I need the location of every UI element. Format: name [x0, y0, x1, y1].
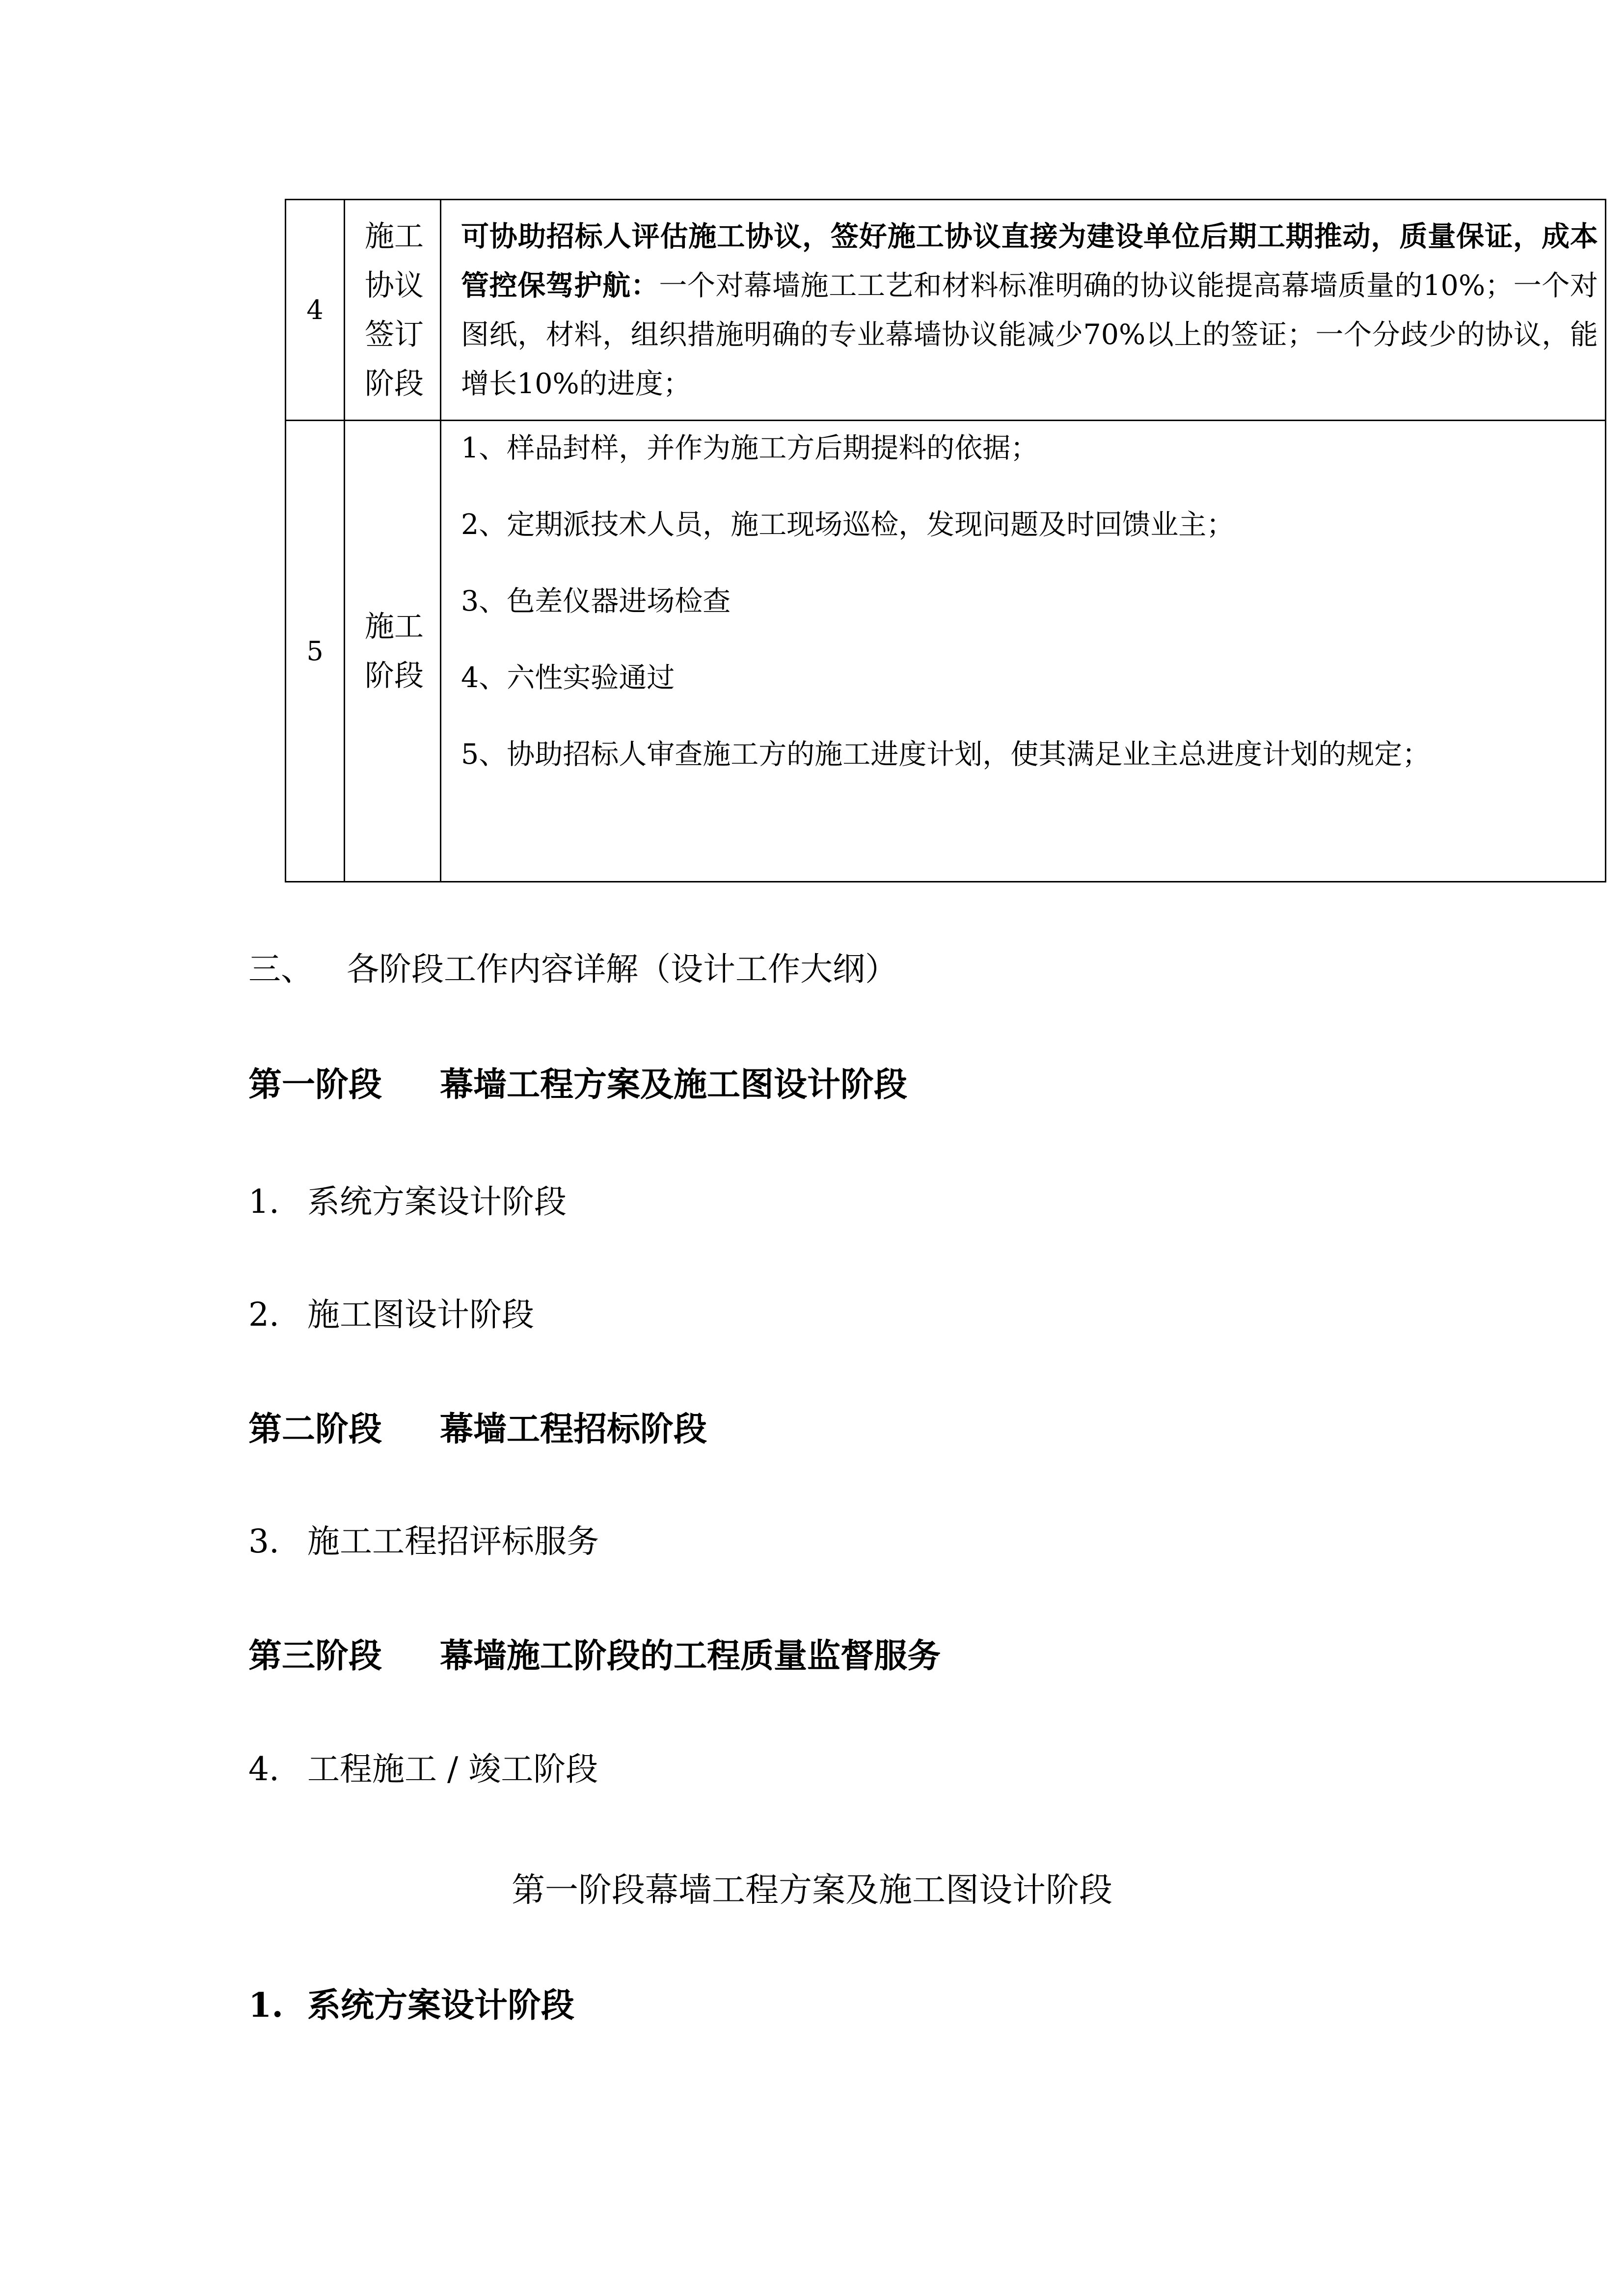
phase-heading: 第三阶段 幕墙施工阶段的工程质量监督服务: [248, 1636, 941, 1676]
outline-item: 3. 施工工程招评标服务: [248, 1522, 599, 1560]
outline-item: 2. 施工图设计阶段: [248, 1296, 534, 1334]
description-text: 一个对幕墙施工工艺和材料标准明确的协议能提高幕墙质量的10%；一个对图纸，材料，组织措施明确的专业幕墙协议能减少70%以上的签证；一个分歧少的协议，能增长10%的进度；: [461, 269, 1598, 400]
stage-name: 施工 阶段: [345, 421, 441, 882]
list-item: 1、样品封样，并作为施工方后期提料的依据；: [461, 432, 1039, 464]
list-item: 5、协助招标人审查施工方的施工进度计划，使其满足业主总进度计划的规定；: [461, 738, 1431, 771]
list-item: 2、定期派技术人员，施工现场巡检，发现问题及时回馈业主；: [461, 508, 1235, 541]
phase-heading: 第一阶段 幕墙工程方案及施工图设计阶段: [248, 1065, 908, 1104]
description-emphasis: 可协助招标人评估施工协议，签好施工协议直接为建设单位后期工期推动，质量保证，成本管控保驾护航：: [461, 219, 1598, 302]
stage-name: 施工 协议 签订 阶段: [345, 200, 441, 421]
sub-heading: 1. 系统方案设计阶段: [248, 1986, 575, 2025]
stage-description: [441, 200, 1606, 421]
row-number: 5: [286, 421, 345, 882]
outline-item: 4. 工程施工 / 竣工阶段: [248, 1750, 598, 1788]
section-title: 各阶段工作内容详解（设计工作大纲）: [347, 950, 897, 988]
list-item: 3、色差仪器进场检查: [461, 585, 731, 617]
outline-item: 1. 系统方案设计阶段: [248, 1183, 567, 1221]
phase-heading: 第二阶段 幕墙工程招标阶段: [248, 1410, 707, 1449]
row-number: 4: [286, 200, 345, 421]
section-heading: [248, 950, 897, 988]
list-item: 4、六性实验通过: [461, 662, 675, 694]
stage-table: [285, 199, 1606, 882]
chapter-title: 第一阶段幕墙工程方案及施工图设计阶段: [511, 1871, 1112, 1910]
table-row: [286, 421, 1606, 882]
stage-description: [441, 421, 1606, 882]
section-marker: 三、: [248, 950, 313, 988]
table-row: [286, 200, 1606, 421]
